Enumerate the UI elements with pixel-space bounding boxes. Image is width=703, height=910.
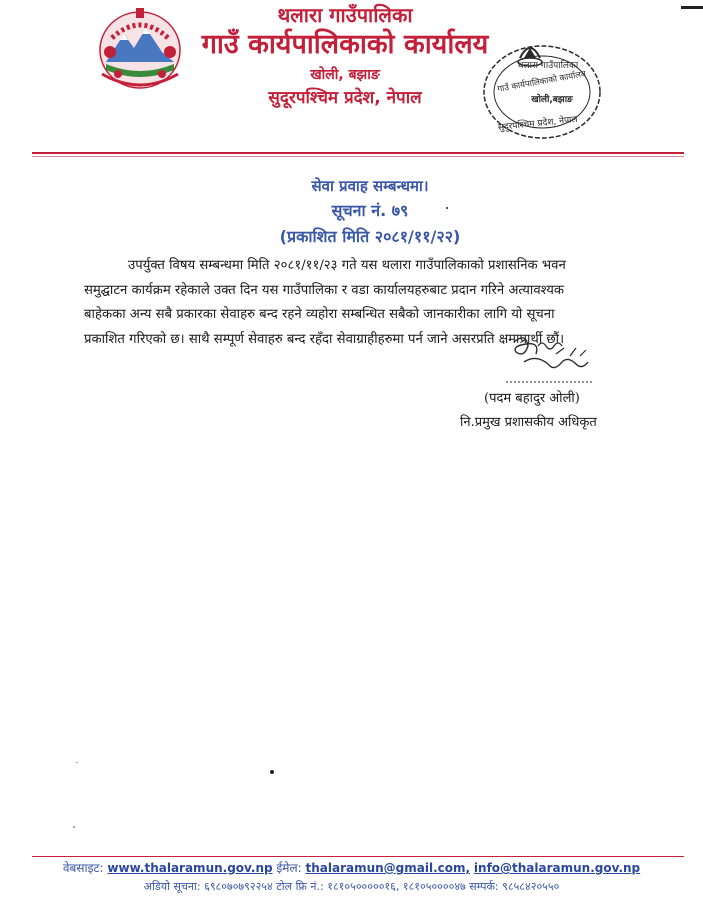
province-name: सुदूरपश्चिम प्रदेश, नेपाल [268,88,422,108]
website-link[interactable]: www.thalaramun.gov.np [107,861,273,875]
contact-number: ९८५८४२०५५० [502,880,560,893]
email-label: ईमेल: [276,861,302,875]
email-link-secondary[interactable]: info@thalaramun.gov.np [473,861,641,875]
office-location: खोली, बझाङ [310,67,380,83]
office-header [200,2,490,110]
notice-subject: सेवा प्रवाह सम्बन्धमा। [311,177,429,195]
handwritten-signature [496,332,606,390]
notice-published-date: (प्रकाशित मिति २०८१/११/२२) [279,227,461,246]
signatory-name: (पदम बहादुर ओली) [484,391,580,406]
scan-speck [73,826,75,828]
header-divider [32,152,684,154]
body-line: समुद्घाटन कार्यक्रम रहेकाले उक्त दिन यस गाउँपालिका र वडा कार्यालयहरुबाट प्रदान गरिने अत्यावश्यक [84,282,565,298]
scan-edge-mark [681,6,703,9]
contact-label: सम्पर्क: [469,880,499,893]
audio-notice-label: अडियो सूचना: [143,880,201,893]
audio-notice-number: ६९८०७०७९२२५४ [204,880,273,893]
municipality-name: थलारा गाउँपालिका [277,3,413,27]
email-link-primary[interactable]: thalaramun@gmail.com, [305,861,471,875]
body-line: उपर्युक्त विषय सम्बन्धमा मिति २०८१/११/२३ गते यस थलारा गाउँपालिकाको प्रशासनिक भवन [128,258,566,273]
website-label: वेबसाइट: [62,861,104,875]
tollfree-label: टोल फ्रि नं.: [276,880,324,893]
scan-speck [270,770,274,774]
header-divider-thin [32,156,684,157]
nepal-emblem-icon [92,4,188,94]
seal-text-loc: खोली,बझाङ [531,95,573,105]
notice-heading [160,174,580,250]
signatory-title: नि.प्रमुख प्रशासकीय अधिकृत [460,415,597,430]
footer-contact-web [0,859,703,877]
tollfree-numbers: १८१०५०००००१६, १८१०५००००४७ [327,880,466,893]
footer-contact-phone [0,878,703,896]
seal-text-bottom: सुदूरपश्चिम प्रदेश, नेपाल [497,114,579,134]
office-seal-stamp [478,34,606,142]
body-line: बाहेकका अन्य सबै प्रकारका सेवाहरु बन्द रहने व्यहोरा सम्बन्धित सबैको जानकारीका लागि यो सूचना [84,307,555,322]
seal-text-mid: गाउँ कार्यपालिकाको कार्यालय [496,69,587,95]
scan-speck [76,762,78,763]
seal-text-top: थलारा गाउँपालिका [517,61,579,71]
footer-divider [32,856,684,857]
office-name: गाउँ कार्यपालिकाको कार्यालय [201,29,489,60]
scan-speck [446,207,448,209]
body-line: प्रकाशित गरिएको छ। साथै सम्पूर्ण सेवाहरु बन्द रहँदा सेवाग्राहीहरुमा पर्न जाने असरप्रति क्षमाप्रार्थी छौं। [84,331,565,347]
notice-number: सूचना नं. ७९ [331,201,409,220]
